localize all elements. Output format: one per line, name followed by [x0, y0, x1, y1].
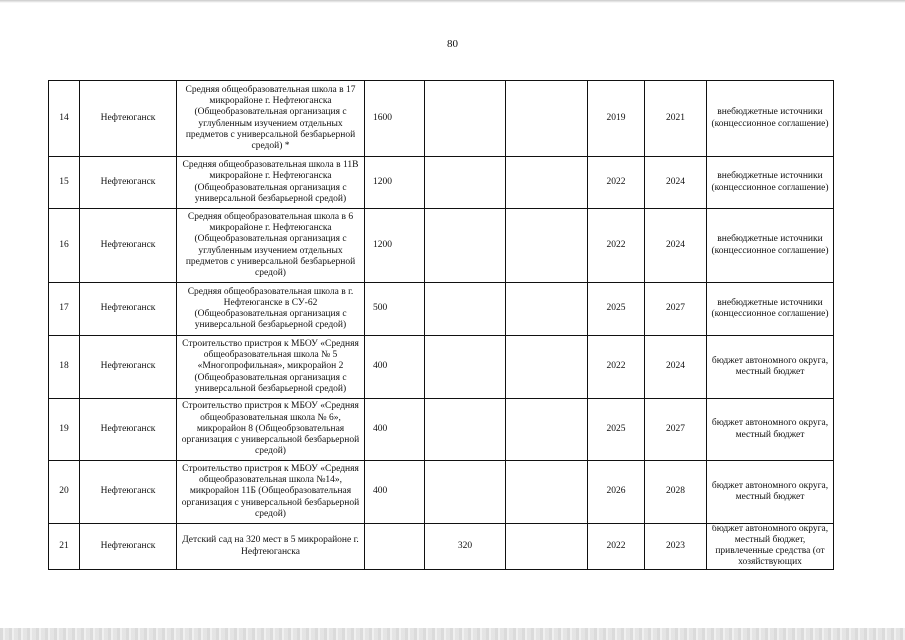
start-year-cell: 2022 — [588, 209, 645, 283]
capacity-cell: 400 — [365, 461, 425, 524]
row-number: 19 — [49, 399, 80, 461]
object-name-cell: Средняя общеобразовательная школа в 6 микрорайоне г. Нефтеюганска (Общеобразовательная организация с углубленным изучением отдельных предметов с универсальной безбарьерной средой) — [177, 209, 365, 283]
places-cell — [425, 399, 506, 461]
funding-source-cell: внебюджетные источники (концессионное соглашение) — [707, 81, 834, 157]
object-name-cell: Детский сад на 320 мест в 5 микрорайоне г. Нефтеюганска — [177, 524, 365, 570]
end-year-cell: 2023 — [645, 524, 707, 570]
row-number: 18 — [49, 336, 80, 399]
funding-source-cell: внебюджетные источники (концессионное соглашение) — [707, 209, 834, 283]
end-year-cell: 2024 — [645, 209, 707, 283]
municipality-cell: Нефтеюганск — [80, 283, 177, 336]
empty-cell — [506, 399, 588, 461]
places-cell — [425, 336, 506, 399]
end-year-cell: 2028 — [645, 461, 707, 524]
object-name-cell: Строительство пристроя к МБОУ «Средняя общеобразовательная школа № 6», микрорайон 8 (Общеобрзовательная организация с универсальной безбарьерной средой) — [177, 399, 365, 461]
capacity-cell: 400 — [365, 336, 425, 399]
table-row — [49, 81, 834, 157]
table-row — [49, 399, 834, 461]
row-number: 21 — [49, 524, 80, 570]
scan-bottom-edge — [0, 628, 905, 640]
places-cell — [425, 461, 506, 524]
empty-cell — [506, 283, 588, 336]
capacity-cell: 1600 — [365, 81, 425, 157]
row-number: 17 — [49, 283, 80, 336]
empty-cell — [506, 336, 588, 399]
funding-source-cell: бюджет автономного округа, местный бюджет — [707, 336, 834, 399]
end-year-cell: 2027 — [645, 399, 707, 461]
municipality-cell: Нефтеюганск — [80, 209, 177, 283]
municipality-cell: Нефтеюганск — [80, 157, 177, 209]
municipality-cell: Нефтеюганск — [80, 336, 177, 399]
municipality-cell: Нефтеюганск — [80, 524, 177, 570]
table-row — [49, 461, 834, 524]
empty-cell — [506, 209, 588, 283]
municipality-cell: Нефтеюганск — [80, 81, 177, 157]
end-year-cell: 2021 — [645, 81, 707, 157]
object-name-cell: Средняя общеобразовательная школа в 11В микрорайоне г. Нефтеюганска (Общеобразовательная организация с универсальной безбарьерной средой) — [177, 157, 365, 209]
row-number: 14 — [49, 81, 80, 157]
table-row — [49, 283, 834, 336]
start-year-cell: 2025 — [588, 399, 645, 461]
municipality-cell: Нефтеюганск — [80, 399, 177, 461]
empty-cell — [506, 157, 588, 209]
table-row — [49, 209, 834, 283]
end-year-cell: 2024 — [645, 157, 707, 209]
capacity-cell: 1200 — [365, 209, 425, 283]
places-cell — [425, 209, 506, 283]
empty-cell — [506, 81, 588, 157]
places-cell — [425, 157, 506, 209]
funding-source-cell: бюджет автономного округа, местный бюджет — [707, 399, 834, 461]
municipality-cell: Нефтеюганск — [80, 461, 177, 524]
object-name-cell: Средняя общеобразовательная школа в г. Нефтеюганске в СУ-62 (Общеобразовательная организация с универсальной безбарьерной средой) — [177, 283, 365, 336]
funding-source-cell: внебюджетные источники (концессионное соглашение) — [707, 157, 834, 209]
start-year-cell: 2022 — [588, 524, 645, 570]
end-year-cell: 2027 — [645, 283, 707, 336]
object-name-cell: Строительство пристроя к МБОУ «Средняя общеобразовательная школа №14», микрорайон 11Б (Общеобразовательная организация с универсальной безбарьерной средой) — [177, 461, 365, 524]
places-cell — [425, 283, 506, 336]
table-row — [49, 524, 834, 570]
funding-source-cell: бюджет автономного округа, местный бюджет — [707, 461, 834, 524]
funding-source-cell — [707, 524, 834, 570]
row-number: 15 — [49, 157, 80, 209]
capacity-cell — [365, 524, 425, 570]
end-year-cell: 2024 — [645, 336, 707, 399]
empty-cell — [506, 461, 588, 524]
start-year-cell: 2026 — [588, 461, 645, 524]
capacity-cell: 1200 — [365, 157, 425, 209]
start-year-cell: 2019 — [588, 81, 645, 157]
table-row — [49, 336, 834, 399]
start-year-cell: 2025 — [588, 283, 645, 336]
table-row — [49, 157, 834, 209]
row-number: 16 — [49, 209, 80, 283]
page-number: 80 — [447, 38, 458, 50]
funding-source-clip — [709, 525, 831, 569]
object-name-cell: Строительство пристроя к МБОУ «Средняя общеобразовательная школа № 5 «Многопрофильная», микрорайон 2 (Общеобразовательная организация с универсальной безбарьерной средой) — [177, 336, 365, 399]
start-year-cell: 2022 — [588, 336, 645, 399]
capacity-cell: 500 — [365, 283, 425, 336]
capacity-cell: 400 — [365, 399, 425, 461]
start-year-cell: 2022 — [588, 157, 645, 209]
places-cell: 320 — [425, 524, 506, 570]
scan-top-edge — [0, 0, 905, 3]
construction-table — [48, 80, 834, 570]
places-cell — [425, 81, 506, 157]
object-name-cell: Средняя общеобразовательная школа в 17 микрорайоне г. Нефтеюганска (Общеобразовательная организация с углубленным изучением отдельных предметов с универсальной безбарьерной средой) * — [177, 81, 365, 157]
funding-source-cell: внебюджетные источники (концессионное соглашение) — [707, 283, 834, 336]
empty-cell — [506, 524, 588, 570]
funding-source-text: бюджет автономного округа, местный бюджет, привлеченные средства (от хозяйствующих — [711, 524, 829, 568]
row-number: 20 — [49, 461, 80, 524]
